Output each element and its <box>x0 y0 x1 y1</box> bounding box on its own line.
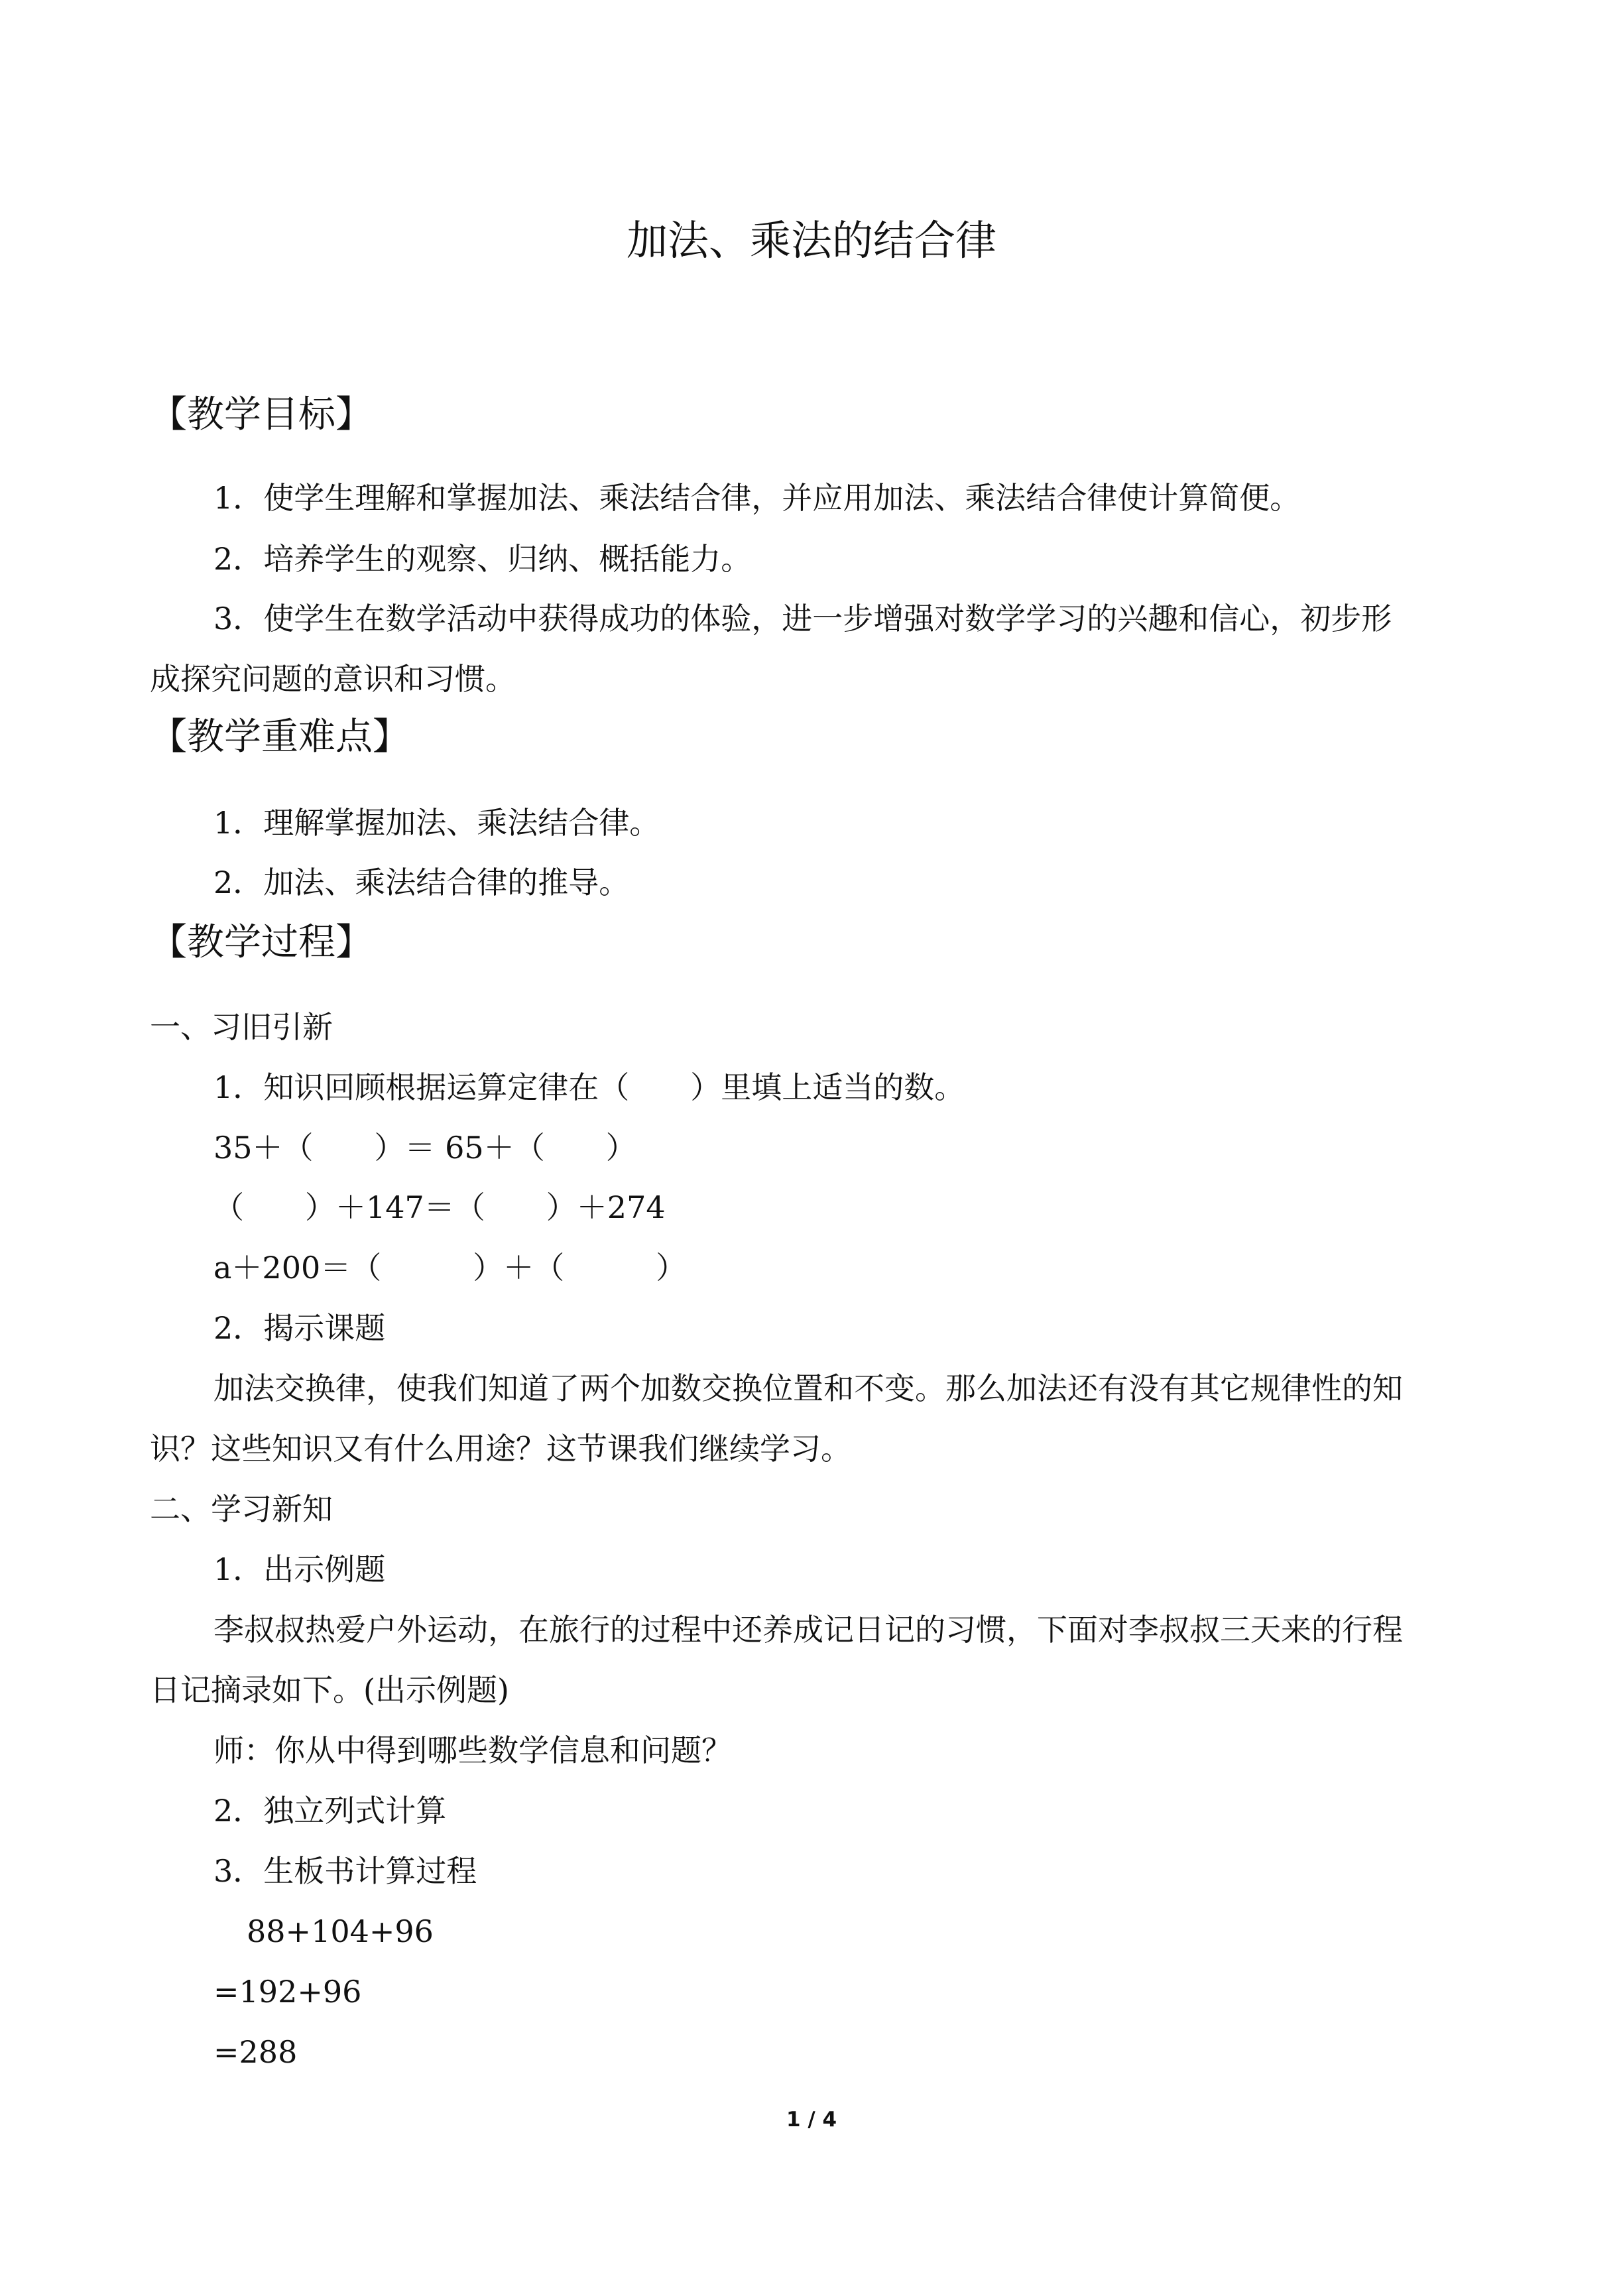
calculation-line-2: =192+96 <box>213 1974 362 2010</box>
objective-item-3-cont: 成探究问题的意识和习惯。 <box>150 661 516 697</box>
equation-1: 35＋（ ）＝ 65＋（ ） <box>213 1130 636 1166</box>
section-1-item-1: 1．知识回顾根据运算定律在（ ）里填上适当的数。 <box>213 1069 965 1105</box>
equation-3: a＋200＝（ ）＋（ ） <box>213 1250 687 1286</box>
section-1-title: 一、习旧引新 <box>150 1009 333 1045</box>
objective-item-3: 3．使学生在数学活动中获得成功的体验，进一步增强对数学学习的兴趣和信心，初步形 <box>213 601 1392 636</box>
section-2-item-3: 3．生板书计算过程 <box>213 1853 477 1889</box>
key-point-item-1: 1．理解掌握加法、乘法结合律。 <box>213 805 660 841</box>
equation-2: （ ）＋147＝（ ）＋274 <box>213 1189 666 1225</box>
key-points-heading: 【教学重难点】 <box>150 715 410 758</box>
section-2-paragraph-cont: 日记摘录如下。(出示例题) <box>150 1672 509 1708</box>
page-number: 1 / 4 <box>786 2108 837 2132</box>
calculation-line-3: =288 <box>213 2034 298 2070</box>
objectives-heading: 【教学目标】 <box>150 393 373 436</box>
section-2-item-2: 2．独立列式计算 <box>213 1793 447 1829</box>
key-point-item-2: 2．加法、乘法结合律的推导。 <box>213 865 630 900</box>
objective-item-1: 1．使学生理解和掌握加法、乘法结合律，并应用加法、乘法结合律使计算简便。 <box>213 480 1301 516</box>
page-title: 加法、乘法的结合律 <box>626 216 996 265</box>
section-1-paragraph: 加法交换律，使我们知道了两个加数交换位置和不变。那么加法还有没有其它规律性的知 <box>213 1370 1403 1406</box>
teacher-question: 师：你从中得到哪些数学信息和问题？ <box>213 1732 732 1768</box>
calculation-line-1: 88+104+96 <box>247 1913 434 1949</box>
section-1-paragraph-cont: 识？这些知识又有什么用途？这节课我们继续学习。 <box>150 1431 851 1467</box>
process-heading: 【教学过程】 <box>150 921 373 964</box>
section-2-title: 二、学习新知 <box>150 1491 333 1527</box>
section-1-item-2: 2．揭示课题 <box>213 1310 386 1346</box>
objective-item-2: 2．培养学生的观察、归纳、概括能力。 <box>213 541 752 577</box>
section-2-item-1: 1．出示例题 <box>213 1551 386 1587</box>
section-2-paragraph: 李叔叔热爱户外运动，在旅行的过程中还养成记日记的习惯，下面对李叔叔三天来的行程 <box>213 1612 1403 1648</box>
